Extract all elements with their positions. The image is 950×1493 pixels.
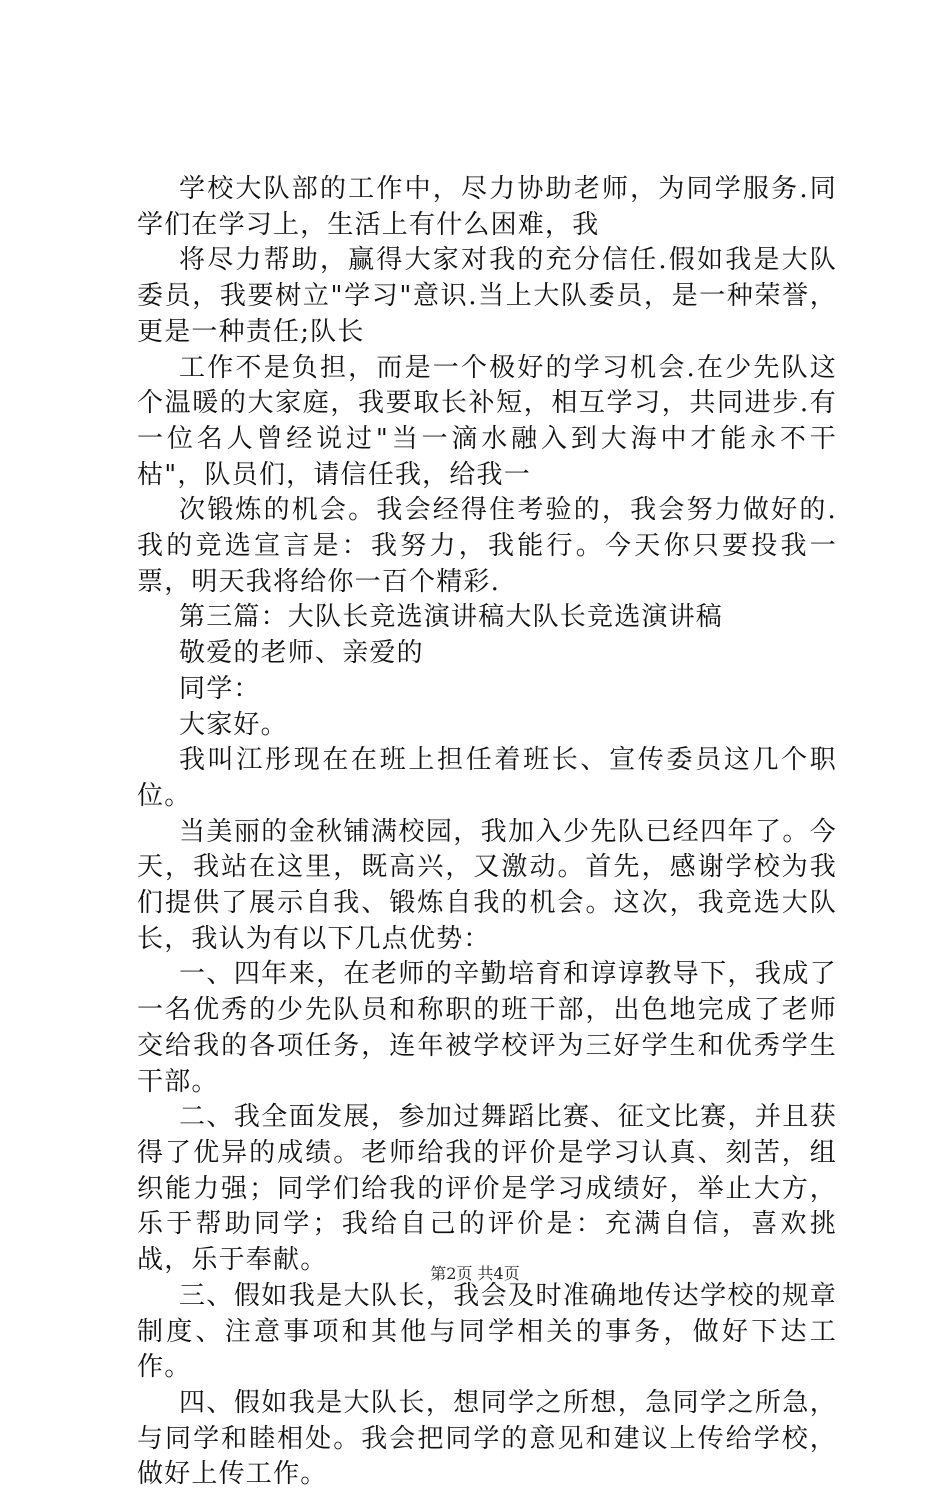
paragraph-point-3: 三、假如我是大队长，我会及时准确地传达学校的规章制度、注意事项和其他与同学相关的事务，做好下达工作。 — [137, 1280, 837, 1383]
document-body — [137, 172, 837, 1493]
paragraph-1: 学校大队部的工作中，尽力协助老师，为同学服务.同学们在学习上，生活上有什么困难，我 — [137, 174, 837, 240]
paragraph-opening: 当美丽的金秋铺满校园，我加入少先队已经四年了。今天，我站在这里，既高兴，又激动。首先，感谢学校为我们提供了展示自我、锻炼自我的机会。这次，我竞选大队长，我认为有以下几点优势： — [137, 816, 837, 954]
page-footer — [0, 1264, 950, 1284]
paragraph-point-1: 一、四年来，在老师的辛勤培育和谆谆教导下，我成了一名优秀的少先队员和称职的班干部，出色地完成了老师交给我的各项任务，连年被学校评为三好学生和优秀学生干部。 — [137, 959, 837, 1097]
salutation-line-1: 敬爱的老师、亲爱的 — [179, 638, 424, 669]
paragraph-introduction: 我叫江彤现在在班上担任着班长、宣传委员这几个职位。 — [137, 745, 837, 811]
paragraph-point-4: 四、假如我是大队长，想同学之所想，急同学之所急，与同学和睦相处。我会把同学的意见和建议上传给学校，做好上传工作。 — [137, 1387, 837, 1490]
salutation-line-2: 同学： — [179, 673, 261, 704]
page-number: 第2页 共4页 — [430, 1264, 520, 1283]
paragraph-4: 次锻炼的机会。我会经得住考验的，我会努力做好的.我的竞选宣言是：我努力，我能行。今天你只要投我一票，明天我将给你一百个精彩. — [137, 495, 837, 597]
paragraph-3: 工作不是负担，而是一个极好的学习机会.在少先队这个温暖的大家庭，我要取长补短，相互学习，共同进步.有一位名人曾经说过"当一滴水融入到大海中才能永不干枯"，队员们，请信任我，给我一 — [137, 352, 837, 490]
paragraph-point-2: 二、我全面发展，参加过舞蹈比赛、征文比赛，并且获得了优异的成绩。老师给我的评价是学习认真、刻苦，组织能力强；同学们给我的评价是学习成绩好，举止大方，乐于帮助同学；我给自己的评价是：充满自信，喜欢挑战，乐于奉献。 — [137, 1102, 837, 1276]
greeting: 大家好。 — [179, 709, 288, 740]
paragraph-2: 将尽力帮助，赢得大家对我的充分信任.假如我是大队委员，我要树立"学习"意识.当上大队委员，是一种荣誉，更是一种责任;队长 — [137, 245, 837, 347]
section-heading: 第三篇：大队长竞选演讲稿大队长竞选演讲稿 — [179, 602, 724, 633]
